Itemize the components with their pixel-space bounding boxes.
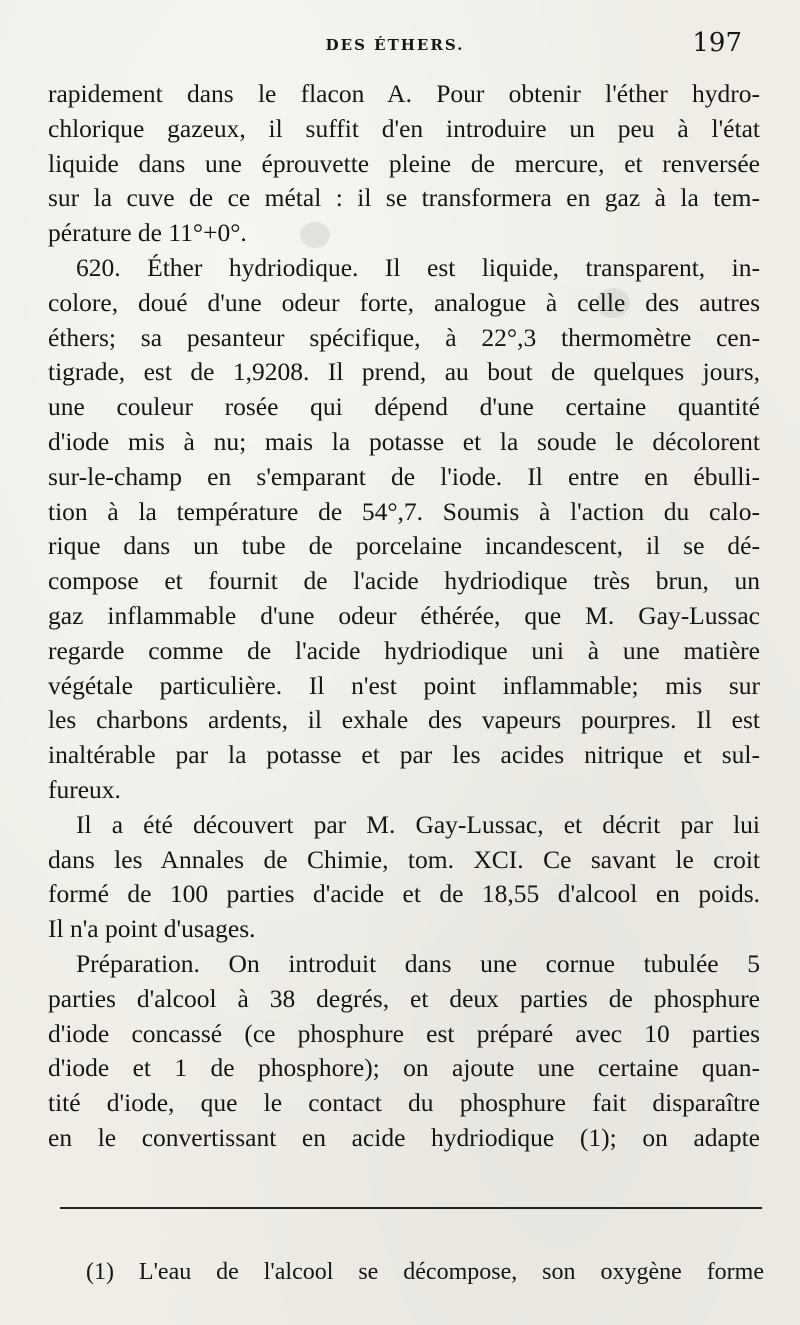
text-line: d'iode concassé (ce phosphure est préparé avec 10 parties bbox=[48, 1018, 760, 1048]
footnote-divider bbox=[60, 1207, 762, 1209]
text-line: rique dans un tube de porcelaine incandescent, il se dé- bbox=[48, 531, 760, 561]
text-line: Il n'a point d'usages. bbox=[48, 914, 256, 944]
text-line: sur-le-champ en s'emparant de l'iode. Il entre en ébulli- bbox=[48, 461, 760, 491]
text-line: les charbons ardents, il exhale des vapeurs pourpres. Il est bbox=[48, 705, 760, 735]
text-line: rapidement dans le flacon A. Pour obtenir l'éther hydro- bbox=[48, 79, 760, 108]
text-line: tité d'iode, que le contact du phosphure fait disparaître bbox=[48, 1088, 760, 1118]
running-head: DES ÉTHERS. bbox=[325, 36, 465, 54]
text-line: colore, doué d'une odeur forte, analogue à celle des autres bbox=[48, 287, 760, 317]
body-text bbox=[48, 77, 760, 1156]
text-line: liquide dans une éprouvette pleine de mercure, et renversée bbox=[48, 148, 760, 178]
text-line: d'iode mis à nu; mais la potasse et la soude le décolorent bbox=[48, 426, 760, 456]
paragraph-start-line: 620. Éther hydriodique. Il est liquide, transparent, in- bbox=[76, 252, 760, 282]
page-number: 197 bbox=[692, 28, 742, 58]
text-line: chlorique gazeux, il suffit d'en introduire un peu à l'état bbox=[48, 113, 760, 143]
text-line: dans les Annales de Chimie, tom. XCI. Ce savant le croit bbox=[48, 844, 760, 874]
text-line: gaz inflammable d'une odeur éthérée, que M. Gay-Lussac bbox=[48, 600, 760, 630]
text-line: tion à la température de 54°,7. Soumis à l'action du calo- bbox=[48, 496, 760, 526]
text-line: pérature de 11°+0°. bbox=[48, 218, 247, 248]
footnote: (1) L'eau de l'alcool se décompose, son oxygène forme bbox=[86, 1259, 764, 1285]
text-line: éthers; sa pesanteur spécifique, à 22°,3 thermomètre cen- bbox=[48, 322, 760, 352]
text-line: en le convertissant en acide hydriodique (1); on adapte bbox=[48, 1122, 760, 1152]
text-line: formé de 100 parties d'acide et de 18,55 d'alcool en poids. bbox=[48, 879, 760, 909]
page-header bbox=[48, 28, 742, 68]
text-line: compose et fournit de l'acide hydriodique très brun, un bbox=[48, 566, 760, 596]
text-line: tigrade, est de 1,9208. Il prend, au bout de quelques jours, bbox=[48, 357, 760, 387]
text-line: regarde comme de l'acide hydriodique uni à une matière bbox=[48, 635, 760, 665]
text-line: une couleur rosée qui dépend d'une certaine quantité bbox=[48, 392, 760, 422]
paragraph-start-line: Il a été découvert par M. Gay-Lussac, et décrit par lui bbox=[76, 809, 760, 839]
text-line: végétale particulière. Il n'est point inflammable; mis sur bbox=[48, 670, 760, 700]
text-line: fureux. bbox=[48, 774, 121, 804]
text-line: sur la cuve de ce métal : il se transformera en gaz à la tem- bbox=[48, 183, 760, 213]
text-line: d'iode et 1 de phosphore); on ajoute une certaine quan- bbox=[48, 1053, 760, 1083]
paragraph-start-line: Préparation. On introduit dans une cornue tubulée 5 bbox=[76, 948, 760, 978]
text-line: inaltérable par la potasse et par les acides nitrique et sul- bbox=[48, 740, 760, 770]
text-line: parties d'alcool à 38 degrés, et deux parties de phosphure bbox=[48, 983, 760, 1013]
